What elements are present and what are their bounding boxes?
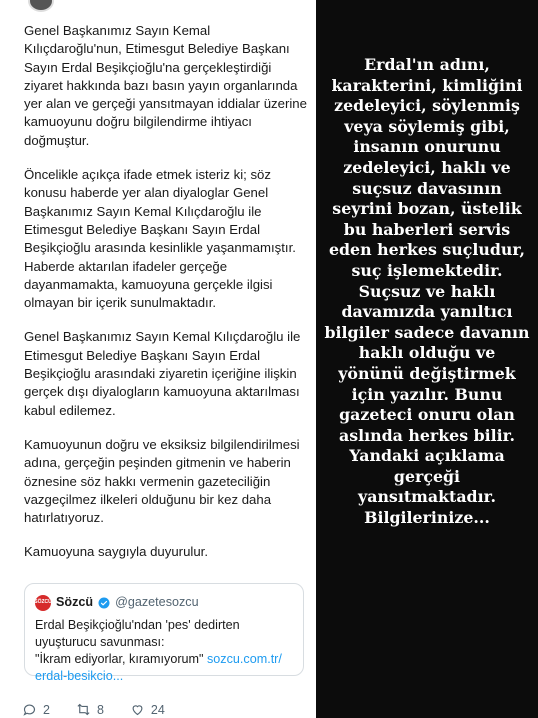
- tweet-actions: [22, 702, 191, 717]
- statement-paragraph-4: Kamuoyunun doğru ve eksiksiz bilgilendirilmesi adına, gerçeğin peşinden gitmenin ve haberin öznesine söz hakkı vermenin gazeteciliğin vazgeçilmez ilkeleri olduğunu bir kez daha hatırlatıyoruz.: [24, 436, 300, 526]
- quoted-account-name[interactable]: Sözcü: [56, 595, 94, 609]
- heart-icon: [130, 702, 145, 717]
- reply-button[interactable]: [22, 702, 50, 717]
- quoted-tweet[interactable]: [24, 583, 304, 683]
- verified-badge-icon: [98, 597, 110, 609]
- repost-count: 8: [96, 702, 104, 717]
- quoted-link-continued[interactable]: erdal-besikcio...: [35, 669, 124, 683]
- quoted-link[interactable]: sozcu.com.tr/: [207, 652, 282, 666]
- quoted-text-line-2: "İkram ediyorlar, kıramıyorum": [35, 652, 204, 666]
- reply-count: 2: [43, 702, 50, 717]
- statement-paragraph-2: Öncelikle açıkça ifade etmek isteriz ki; söz konusu haberde yer alan diyaloglar Genel Başkanımız Sayın Kemal Kılıçdaroğlu ile Etimesgut Belediye Başkanı Sayın Erdal Beşikçioğlu arasında kesinlikle yaşanmamıştır. Haberde aktarılan ifadeler gerçeğe dayanmamakta, kamuoyuna gerçekle ilgisi olmayan bir içerik sunulmaktadır.: [24, 167, 296, 311]
- avatar[interactable]: [28, 0, 54, 12]
- like-count: 24: [150, 702, 165, 717]
- reply-icon: [22, 702, 37, 717]
- like-button[interactable]: [130, 702, 165, 717]
- quoted-account-handle[interactable]: @gazetesozcu: [115, 595, 199, 609]
- statement-paragraph-5: Kamuoyuna saygıyla duyurulur.: [24, 544, 208, 560]
- overlay-panel: [316, 0, 538, 718]
- statement-paragraph-3: Genel Başkanımız Sayın Kemal Kılıçdaroğlu ile Etimesgut Belediye Başkanı Sayın Erdal Beşikçioğlu arasındaki ziyaretin içeriğine ilişkin gerçek dışı diyalogların kamuoyuna aktarılması kabul edilemez.: [24, 329, 301, 418]
- statement-paragraph-1: Genel Başkanımız Sayın Kemal Kılıçdaroğlu'nun, Etimesgut Belediye Başkanı Sayın Erdal Beşikçioğlu'na gerçekleştirdiği ziyaret hakkında bazı basın yayın organlarında yer alan ve gerçeği yansıtmayan iddialar üzerine kamuoyunu doğru bilgilendirme ihtiyacı doğmuştur.: [24, 23, 307, 148]
- statement-text: [24, 22, 308, 578]
- overlay-text: Erdal'ın adını, karakterini, kimliğini zedeleyici, söylenmiş veya söylemiş gibi, insanın onurunu zedeleyici, haklı ve suçsuz davasının seyrini bozan, üstelik bu haberleri servis eden herkes suçludur, suç işlemektedir. Suçsuz ve haklı davamızda yanıltıcı bilgiler sadece davanın haklı olduğu ve yönünü değiştirmek için yazılır. Bunu gazeteci onuru olan aslında herkes bilir. Yandaki açıklama gerçeği yansıtmaktadır. Bilgilerinize...: [324, 55, 530, 528]
- quoted-text-line-1: Erdal Beşikçioğlu'ndan 'pes' dedirten uyuşturucu savunması:: [35, 618, 240, 649]
- quoted-tweet-header: [35, 594, 293, 611]
- repost-button[interactable]: [76, 702, 104, 717]
- quoted-tweet-text: [35, 617, 293, 685]
- sozcu-logo-icon: SÖZCÜ: [35, 595, 51, 611]
- repost-icon: [76, 702, 91, 717]
